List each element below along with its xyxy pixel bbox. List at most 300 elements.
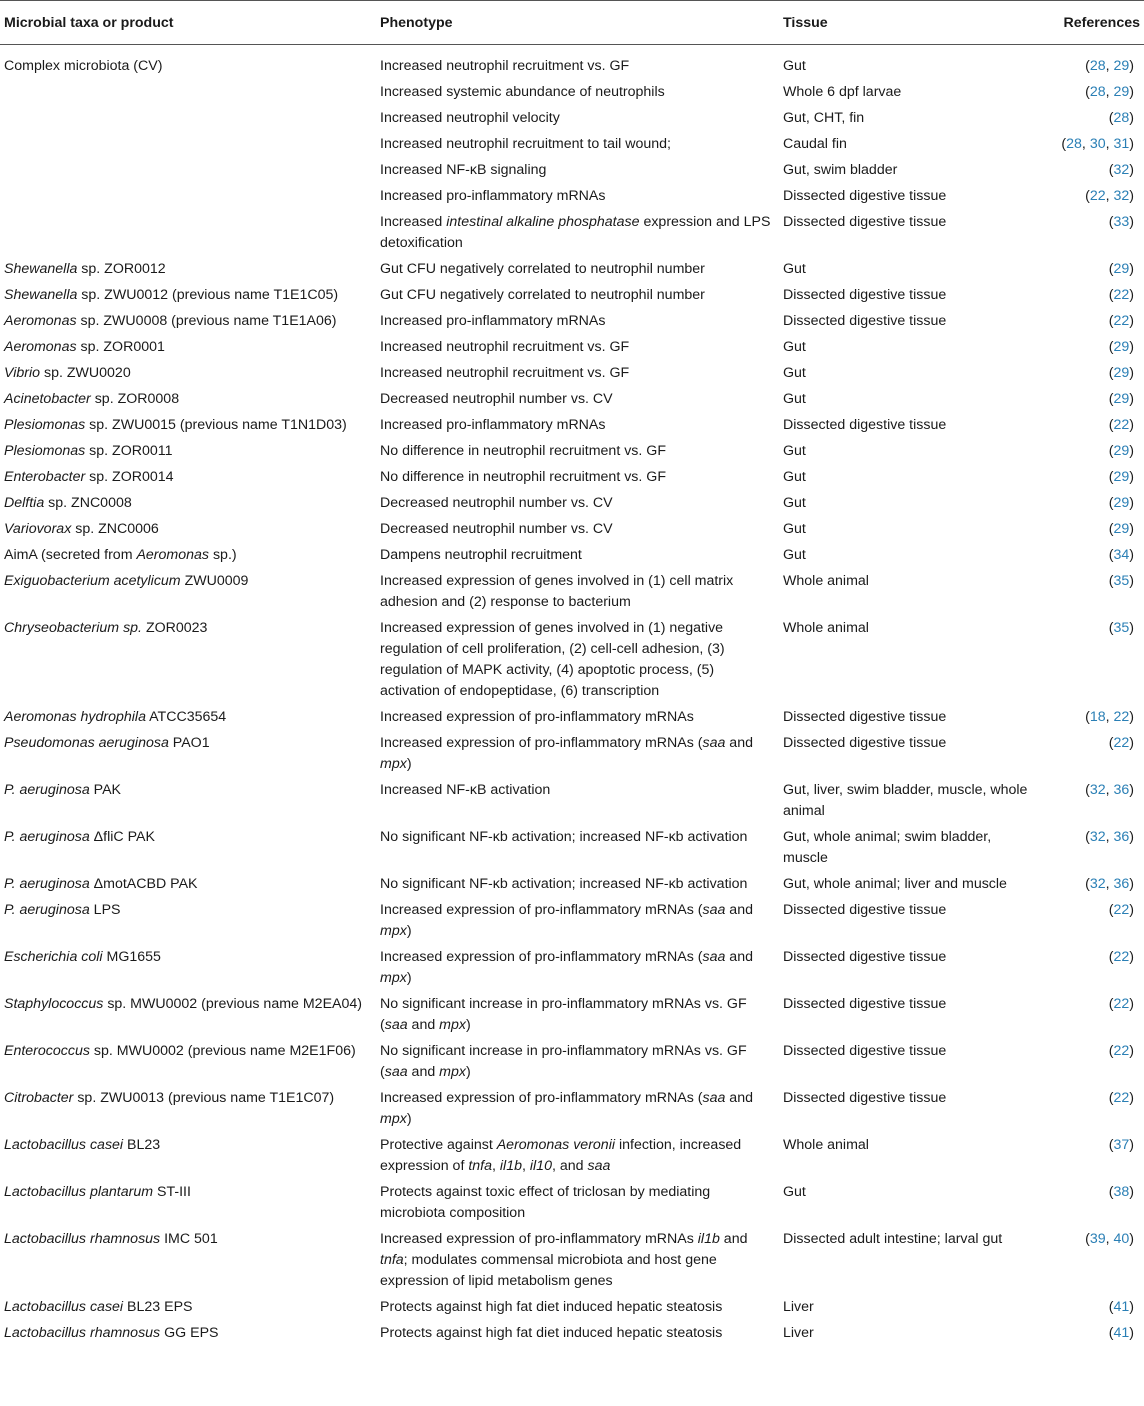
cell-tissue: Dissected digestive tissue	[783, 709, 947, 725]
cell-references: (22)	[1108, 735, 1134, 751]
text-segment: P. aeruginosa	[4, 782, 90, 798]
reference-link[interactable]: 22	[1113, 417, 1130, 433]
table-row	[0, 569, 1144, 616]
text-segment: ZOR0023	[142, 620, 208, 636]
text-segment: Dampens neutrophil recruitment	[380, 547, 582, 563]
cell-references: (22)	[1108, 1043, 1134, 1059]
text-segment: sp. ZOR0012	[77, 261, 166, 277]
cell-taxa	[0, 80, 376, 106]
cell-taxa	[0, 1321, 376, 1347]
cell-references: (29)	[1108, 365, 1134, 381]
reference-link[interactable]: 22	[1113, 709, 1130, 725]
cell-phenotype	[376, 778, 779, 825]
text-segment: Increased pro-inflammatory mRNAs	[380, 417, 606, 433]
table-row	[0, 158, 1144, 184]
text-segment: ST-III	[153, 1184, 191, 1200]
text-segment: MG1655	[102, 949, 161, 965]
text-segment: PAK	[89, 782, 122, 798]
text-segment: Variovorax	[4, 521, 72, 537]
cell-references: (35)	[1108, 620, 1134, 636]
cell-references: (22)	[1108, 902, 1134, 918]
reference-link[interactable]: 29	[1113, 365, 1130, 381]
cell-taxa	[0, 1086, 376, 1133]
text-segment: and	[407, 1017, 440, 1033]
cell-references: (29)	[1108, 521, 1134, 537]
cell-phenotype	[376, 992, 779, 1039]
reference-link[interactable]: 29	[1113, 261, 1130, 277]
text-segment: Increased expression of genes involved in (1) cell matrix adhesion and (2) response to bacterium	[380, 573, 734, 610]
text-segment: No significant increase in pro-inflammatory mRNAs vs. GF (	[380, 996, 747, 1033]
text-segment: Acinetobacter	[4, 391, 91, 407]
reference-link[interactable]: 28	[1089, 84, 1106, 100]
cell-phenotype	[376, 283, 779, 309]
header-references: References	[1037, 1, 1144, 45]
text-segment: Protects against toxic effect of triclosan by mediating microbiota composition	[380, 1184, 711, 1221]
cell-references: (28, 30, 31)	[1061, 136, 1134, 152]
cell-tissue: Gut, whole animal; swim bladder, muscle	[783, 829, 992, 866]
text-segment: Increased neutrophil recruitment vs. GF	[380, 58, 630, 74]
cell-taxa	[0, 413, 376, 439]
cell-tissue: Gut	[783, 547, 806, 563]
cell-tissue: Dissected digestive tissue	[783, 417, 947, 433]
text-segment: Decreased neutrophil number vs. CV	[380, 391, 613, 407]
cell-tissue: Gut	[783, 58, 806, 74]
reference-link[interactable]: 32	[1089, 876, 1106, 892]
text-segment: ,	[492, 1158, 500, 1174]
text-segment: sp. ZWU0008 (previous name T1E1A06)	[76, 313, 337, 329]
text-segment: No difference in neutrophil recruitment vs. GF	[380, 443, 666, 459]
table-row	[0, 1133, 1144, 1180]
cell-tissue: Dissected digestive tissue	[783, 214, 947, 230]
reference-link[interactable]: 29	[1113, 443, 1130, 459]
text-segment: Increased expression of pro-inflammatory mRNAs (	[380, 902, 703, 918]
text-segment: Increased neutrophil recruitment vs. GF	[380, 365, 630, 381]
cell-tissue: Dissected digestive tissue	[783, 188, 947, 204]
table-row	[0, 309, 1144, 335]
cell-references: (22)	[1108, 949, 1134, 965]
reference-link[interactable]: 29	[1113, 58, 1130, 74]
cell-taxa	[0, 945, 376, 992]
text-segment: Increased systemic abundance of neutrophils	[380, 84, 665, 100]
cell-taxa	[0, 992, 376, 1039]
cell-taxa	[0, 517, 376, 543]
text-segment: Plesiomonas	[4, 417, 86, 433]
cell-phenotype	[376, 1133, 779, 1180]
cell-tissue: Gut	[783, 339, 806, 355]
table-row	[0, 106, 1144, 132]
text-segment: BL23	[123, 1137, 161, 1153]
text-segment: sp. ZWU0020	[40, 365, 131, 381]
cell-phenotype	[376, 1321, 779, 1347]
cell-references: (32, 36)	[1085, 782, 1134, 798]
cell-references: (34)	[1108, 547, 1134, 563]
text-segment: Staphylococcus	[4, 996, 104, 1012]
text-segment: ; modulates commensal microbiota and host gene expression of lipid metabolism genes	[380, 1252, 717, 1289]
cell-tissue: Dissected adult intestine; larval gut	[783, 1231, 1003, 1247]
text-segment: No significant NF-κb activation; increased NF-κb activation	[380, 829, 748, 845]
cell-phenotype	[376, 517, 779, 543]
table-row	[0, 1180, 1144, 1227]
table-row	[0, 491, 1144, 517]
text-segment: Enterobacter	[4, 469, 86, 485]
cell-taxa	[0, 1295, 376, 1321]
reference-link[interactable]: 34	[1113, 547, 1130, 563]
text-segment: saa	[384, 1017, 408, 1033]
reference-link[interactable]: 38	[1113, 1184, 1130, 1200]
table-row	[0, 361, 1144, 387]
cell-phenotype	[376, 361, 779, 387]
table-row	[0, 825, 1144, 872]
cell-references: (32, 36)	[1085, 829, 1134, 845]
cell-references: (18, 22)	[1085, 709, 1134, 725]
cell-taxa	[0, 45, 376, 80]
reference-link[interactable]: 36	[1113, 782, 1130, 798]
cell-references: (22)	[1108, 996, 1134, 1012]
cell-references: (29)	[1108, 391, 1134, 407]
table-row	[0, 543, 1144, 569]
text-segment: Vibrio	[4, 365, 41, 381]
text-segment: PAO1	[168, 735, 210, 751]
cell-taxa	[0, 825, 376, 872]
text-segment: IMC 501	[160, 1231, 218, 1247]
cell-taxa	[0, 778, 376, 825]
text-segment: sp. ZOR0008	[90, 391, 180, 407]
cell-phenotype	[376, 1295, 779, 1321]
text-segment: LPS	[89, 902, 121, 918]
reference-link[interactable]: 39	[1089, 1231, 1106, 1247]
table-row	[0, 731, 1144, 778]
reference-link[interactable]: 28	[1089, 58, 1106, 74]
reference-link[interactable]: 29	[1113, 521, 1130, 537]
cell-references: (32, 36)	[1085, 876, 1134, 892]
text-segment: sp.)	[209, 547, 237, 563]
text-segment: il1b	[697, 1231, 720, 1247]
text-segment: Increased expression of pro-inflammatory mRNAs (	[380, 735, 703, 751]
cell-phenotype	[376, 387, 779, 413]
text-segment: )	[406, 970, 412, 986]
text-segment: )	[406, 923, 412, 939]
cell-tissue: Whole animal	[783, 1137, 869, 1153]
reference-link[interactable]: 40	[1113, 1231, 1130, 1247]
table-row	[0, 1227, 1144, 1295]
text-segment: expression and LPS detoxification	[380, 214, 771, 251]
text-segment: Increased expression of pro-inflammatory mRNAs	[380, 1231, 698, 1247]
table-row	[0, 132, 1144, 158]
text-segment: Gut CFU negatively correlated to neutrophil number	[380, 261, 705, 277]
reference-link[interactable]: 33	[1113, 214, 1130, 230]
table-row	[0, 335, 1144, 361]
text-segment: GG EPS	[160, 1325, 219, 1341]
text-segment: ,	[521, 1158, 530, 1174]
text-segment: Aeromonas	[4, 339, 77, 355]
cell-taxa	[0, 106, 376, 132]
cell-taxa	[0, 210, 376, 257]
text-segment: Delftia	[4, 495, 45, 511]
text-segment: No significant NF-κb activation; increased NF-κb activation	[380, 876, 748, 892]
text-segment: sp. ZWU0012 (previous name T1E1C05)	[77, 287, 339, 303]
cell-taxa	[0, 1180, 376, 1227]
text-segment: and	[725, 735, 753, 751]
table-row	[0, 945, 1144, 992]
cell-tissue: Gut	[783, 443, 806, 459]
table-row	[0, 45, 1144, 80]
cell-taxa	[0, 1039, 376, 1086]
cell-phenotype	[376, 45, 779, 80]
cell-phenotype	[376, 1039, 779, 1086]
reference-link[interactable]: 36	[1113, 829, 1130, 845]
reference-link[interactable]: 31	[1113, 136, 1130, 152]
cell-taxa	[0, 361, 376, 387]
text-segment: Shewanella	[4, 261, 78, 277]
text-segment: Increased NF-κB activation	[380, 782, 551, 798]
cell-tissue: Dissected digestive tissue	[783, 902, 947, 918]
reference-link[interactable]: 29	[1113, 391, 1130, 407]
table-row	[0, 210, 1144, 257]
text-segment: Citrobacter	[4, 1090, 74, 1106]
cell-references: (29)	[1108, 469, 1134, 485]
text-segment: Increased neutrophil recruitment vs. GF	[380, 339, 630, 355]
cell-phenotype	[376, 731, 779, 778]
text-segment: Increased expression of pro-inflammatory mRNAs (	[380, 1090, 703, 1106]
cell-references: (28, 29)	[1085, 84, 1134, 100]
cell-phenotype	[376, 543, 779, 569]
reference-link[interactable]: 22	[1113, 287, 1130, 303]
cell-tissue: Caudal fin	[783, 136, 847, 152]
reference-link[interactable]: 22	[1113, 996, 1130, 1012]
text-segment: No difference in neutrophil recruitment vs. GF	[380, 469, 666, 485]
reference-link[interactable]: 29	[1113, 84, 1130, 100]
text-segment: saa	[702, 1090, 726, 1106]
cell-taxa	[0, 731, 376, 778]
text-segment: ΔmotACBD PAK	[89, 876, 198, 892]
cell-references: (22)	[1108, 313, 1134, 329]
text-segment: P. aeruginosa	[4, 876, 90, 892]
cell-tissue: Dissected digestive tissue	[783, 996, 947, 1012]
text-segment: ΔfliC PAK	[89, 829, 155, 845]
reference-link[interactable]: 29	[1113, 495, 1130, 511]
reference-link[interactable]: 22	[1113, 902, 1130, 918]
text-segment: Aeromonas	[136, 547, 210, 563]
cell-tissue: Dissected digestive tissue	[783, 287, 947, 303]
table-row	[0, 283, 1144, 309]
reference-link[interactable]: 29	[1113, 339, 1130, 355]
cell-tissue: Liver	[783, 1299, 814, 1315]
text-segment: P. aeruginosa	[4, 902, 90, 918]
cell-taxa	[0, 1227, 376, 1295]
reference-link[interactable]: 32	[1113, 162, 1130, 178]
text-segment: and	[725, 902, 753, 918]
table-row	[0, 1295, 1144, 1321]
table-row	[0, 872, 1144, 898]
cell-phenotype	[376, 705, 779, 731]
table-body	[0, 45, 1144, 1347]
cell-phenotype	[376, 491, 779, 517]
text-segment: )	[406, 756, 412, 772]
cell-phenotype	[376, 1180, 779, 1227]
text-segment: AimA (secreted from	[4, 547, 137, 563]
table-row	[0, 616, 1144, 705]
cell-tissue: Dissected digestive tissue	[783, 313, 947, 329]
cell-taxa	[0, 898, 376, 945]
text-segment: No significant increase in pro-inflammatory mRNAs vs. GF (	[380, 1043, 747, 1080]
text-segment: sp. ZOR0011	[85, 443, 173, 459]
text-segment: Lactobacillus plantarum	[4, 1184, 154, 1200]
text-segment: Decreased neutrophil number vs. CV	[380, 495, 613, 511]
cell-phenotype	[376, 335, 779, 361]
text-segment: saa	[384, 1064, 408, 1080]
text-segment: and	[725, 1090, 753, 1106]
cell-tissue: Gut	[783, 469, 806, 485]
cell-taxa	[0, 569, 376, 616]
cell-references: (29)	[1108, 495, 1134, 511]
reference-link[interactable]: 32	[1113, 188, 1130, 204]
text-segment: Increased expression of pro-inflammatory mRNAs	[380, 709, 694, 725]
cell-taxa	[0, 872, 376, 898]
reference-link[interactable]: 22	[1089, 188, 1106, 204]
reference-link[interactable]: 22	[1113, 1043, 1130, 1059]
reference-link[interactable]: 41	[1113, 1325, 1130, 1341]
reference-link[interactable]: 35	[1113, 620, 1130, 636]
cell-references: (22)	[1108, 1090, 1134, 1106]
text-segment: Aeromonas	[4, 313, 77, 329]
text-segment: Gut CFU negatively correlated to neutrophil number	[380, 287, 705, 303]
text-segment: Increased neutrophil recruitment to tail wound;	[380, 136, 672, 152]
cell-phenotype	[376, 309, 779, 335]
cell-taxa	[0, 465, 376, 491]
reference-link[interactable]: 35	[1113, 573, 1130, 589]
cell-tissue: Gut	[783, 521, 806, 537]
text-segment: intestinal alkaline phosphatase	[446, 214, 640, 230]
text-segment: Exiguobacterium acetylicum	[4, 573, 181, 589]
cell-tissue: Whole animal	[783, 620, 869, 636]
text-segment: )	[465, 1017, 471, 1033]
cell-phenotype	[376, 132, 779, 158]
cell-references: (32)	[1108, 162, 1134, 178]
cell-references: (28)	[1108, 110, 1134, 126]
cell-phenotype	[376, 872, 779, 898]
cell-taxa	[0, 309, 376, 335]
cell-tissue: Gut, swim bladder	[783, 162, 898, 178]
cell-references: (38)	[1108, 1184, 1134, 1200]
text-segment: mpx	[439, 1017, 466, 1033]
table-row	[0, 413, 1144, 439]
text-segment: and	[407, 1064, 440, 1080]
cell-taxa	[0, 257, 376, 283]
cell-tissue: Dissected digestive tissue	[783, 1090, 947, 1106]
header-tissue: Tissue	[779, 1, 1037, 45]
cell-phenotype	[376, 616, 779, 705]
text-segment: sp. ZOR0001	[76, 339, 165, 355]
table-row	[0, 705, 1144, 731]
cell-taxa	[0, 283, 376, 309]
text-segment: Increased neutrophil velocity	[380, 110, 560, 126]
cell-references: (22)	[1108, 287, 1134, 303]
cell-taxa	[0, 705, 376, 731]
cell-phenotype	[376, 439, 779, 465]
text-segment: il10	[529, 1158, 552, 1174]
text-segment: Enterococcus	[4, 1043, 90, 1059]
text-segment: infection, increased expression of	[380, 1137, 742, 1174]
text-segment: mpx	[380, 756, 407, 772]
reference-link[interactable]: 32	[1089, 829, 1106, 845]
reference-link[interactable]: 36	[1113, 876, 1130, 892]
text-segment: saa	[702, 735, 726, 751]
cell-tissue: Liver	[783, 1325, 814, 1341]
cell-phenotype	[376, 945, 779, 992]
cell-phenotype	[376, 210, 779, 257]
cell-phenotype	[376, 1227, 779, 1295]
text-segment: mpx	[380, 1111, 407, 1127]
text-segment: sp. ZWU0013 (previous name T1E1C07)	[73, 1090, 335, 1106]
cell-references: (22, 32)	[1085, 188, 1134, 204]
cell-tissue: Dissected digestive tissue	[783, 949, 947, 965]
text-segment: Increased pro-inflammatory mRNAs	[380, 188, 606, 204]
text-segment: tnfa	[380, 1252, 404, 1268]
table-row	[0, 80, 1144, 106]
reference-link[interactable]: 37	[1113, 1137, 1130, 1153]
cell-references: (33)	[1108, 214, 1134, 230]
text-segment: and	[725, 949, 753, 965]
reference-link[interactable]: 22	[1113, 313, 1130, 329]
text-segment: P. aeruginosa	[4, 829, 90, 845]
text-segment: sp. MWU0002 (previous name M2E1F06)	[89, 1043, 356, 1059]
reference-link[interactable]: 30	[1089, 136, 1106, 152]
text-segment: BL23 EPS	[123, 1299, 193, 1315]
cell-tissue: Gut	[783, 391, 806, 407]
table-row	[0, 184, 1144, 210]
cell-tissue: Gut	[783, 495, 806, 511]
cell-taxa	[0, 158, 376, 184]
reference-link[interactable]: 29	[1113, 469, 1130, 485]
text-segment: Increased	[380, 214, 447, 230]
reference-link[interactable]: 22	[1113, 1090, 1130, 1106]
cell-tissue: Whole animal	[783, 573, 869, 589]
reference-link[interactable]: 22	[1113, 735, 1130, 751]
text-segment: Increased NF-κB signaling	[380, 162, 547, 178]
reference-link[interactable]: 41	[1113, 1299, 1130, 1315]
cell-tissue: Gut	[783, 365, 806, 381]
table-row	[0, 517, 1144, 543]
text-segment: Escherichia coli	[4, 949, 103, 965]
text-segment: ZWU0009	[180, 573, 249, 589]
text-segment: ATCC35654	[145, 709, 227, 725]
table-row	[0, 778, 1144, 825]
text-segment: , and	[551, 1158, 588, 1174]
text-segment: sp. ZWU0015 (previous name T1N1D03)	[85, 417, 347, 433]
text-segment: Decreased neutrophil number vs. CV	[380, 521, 613, 537]
cell-taxa	[0, 184, 376, 210]
cell-phenotype	[376, 158, 779, 184]
cell-phenotype	[376, 1086, 779, 1133]
table-row	[0, 898, 1144, 945]
cell-references: (41)	[1108, 1299, 1134, 1315]
reference-link[interactable]: 22	[1113, 949, 1130, 965]
text-segment: )	[465, 1064, 471, 1080]
table-row	[0, 992, 1144, 1039]
reference-link[interactable]: 28	[1113, 110, 1130, 126]
cell-tissue: Gut	[783, 1184, 806, 1200]
reference-link[interactable]: 18	[1089, 709, 1106, 725]
reference-link[interactable]: 28	[1066, 136, 1082, 152]
text-segment: Aeromonas veronii	[496, 1137, 616, 1153]
cell-tissue: Dissected digestive tissue	[783, 1043, 947, 1059]
cell-tissue: Gut, whole animal; liver and muscle	[783, 876, 1007, 892]
cell-phenotype	[376, 184, 779, 210]
reference-link[interactable]: 32	[1089, 782, 1106, 798]
text-segment: Lactobacillus rhamnosus	[4, 1325, 161, 1341]
cell-phenotype	[376, 898, 779, 945]
cell-taxa	[0, 439, 376, 465]
